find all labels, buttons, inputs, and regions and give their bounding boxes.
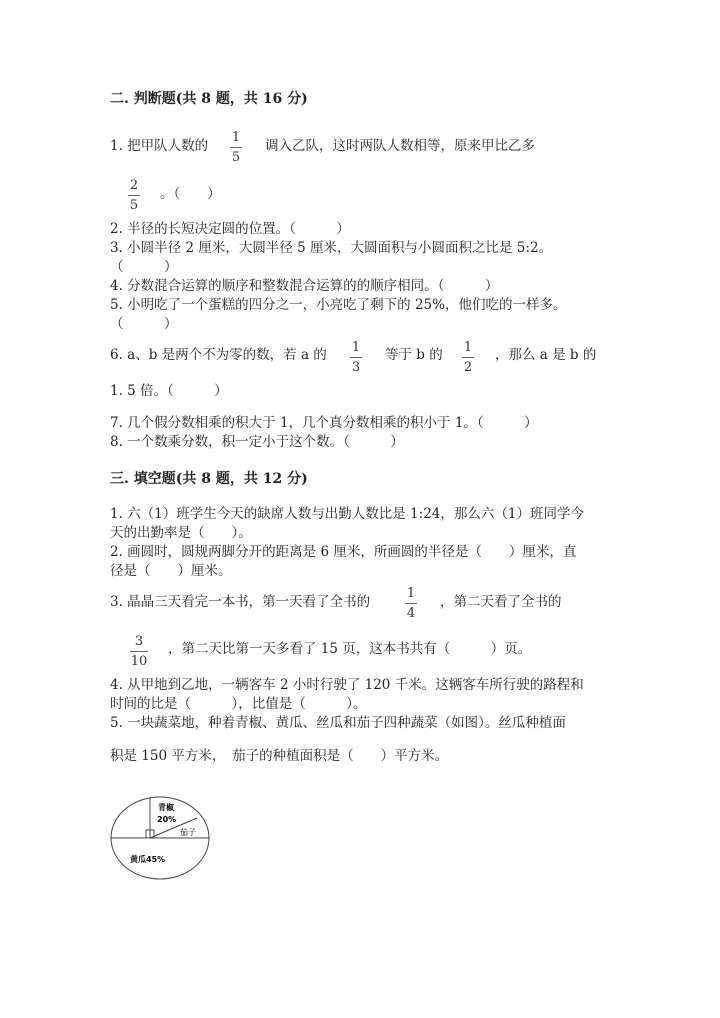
denominator: 5 [231, 150, 241, 165]
numerator: 1 [406, 586, 416, 601]
numerator: 1 [231, 130, 241, 145]
q2-5-line1: 5. 小明吃了一个蛋糕的四分之一，小亮吃了剩下的 25%，他们吃的一样多。 [110, 297, 567, 313]
q2-2: 2. 半径的长短决定圆的位置。（ ） [110, 221, 350, 237]
q2-6-post: ，那么 a 是 b 的 [495, 347, 597, 363]
q3-2-line2: 径是（ ）厘米。 [110, 563, 232, 579]
slice-label-qiezi: 茄子 [180, 828, 196, 837]
q2-3-line1: 3. 小圆半径 2 厘米，大圆半径 5 厘米，大圆面积与小圆面积之比是 5:2。 [110, 240, 553, 256]
slice-value-qingjiao: 20% [157, 815, 177, 824]
q2-8: 8. 一个数乘分数，积一定小于这个数。（ ） [110, 434, 404, 450]
q3-1-line2: 天的出勤率是（ ）。 [110, 525, 252, 541]
q3-4-line2: 时间的比是（ ），比值是（ ）。 [110, 696, 367, 712]
q3-3-post: ，第二天看了全书的 [440, 594, 562, 610]
slice-label-qingjiao: 青椒 [158, 803, 174, 812]
slice-label-huanggua: 黄瓜45% [130, 855, 166, 864]
q2-3-line2: （ ） [110, 259, 178, 275]
q2-7: 7. 几个假分数相乘的积大于 1，几个真分数相乘的积小于 1。（ ） [110, 415, 538, 431]
q3-3-pre: 3. 晶晶三天看完一本书，第一天看了全书的 [110, 594, 371, 610]
q3-4-line1: 4. 从甲地到乙地，一辆客车 2 小时行驶了 120 千米。这辆客车所行驶的路程和 [110, 677, 584, 693]
denominator: 4 [406, 606, 416, 621]
q3-3-fraction-2 [130, 634, 148, 669]
numerator: 1 [351, 340, 361, 355]
numerator: 3 [134, 634, 144, 649]
q2-6-pre: 6. a、b 是两个不为零的数，若 a 的 [110, 347, 327, 363]
q2-6-mid: 等于 b 的 [385, 347, 443, 363]
vegetable-pie-chart [110, 796, 210, 880]
q3-1-line1: 1. 六（1）班学生今天的缺席人数与出勤人数比是 1:24，那么六（1）班同学今 [110, 506, 584, 522]
q2-1-post: 调入乙队，这时两队人数相等，原来甲比乙多 [265, 138, 535, 154]
q2-5-line2: （ ） [110, 316, 178, 332]
q2-4: 4. 分数混合运算的顺序和整数混合运算的的顺序相同。（ ） [110, 278, 499, 294]
q2-6-fraction-2 [462, 340, 474, 375]
q2-1-pre: 1. 把甲队人数的 [110, 138, 209, 154]
denominator: 5 [129, 198, 139, 213]
section3-title: 三. 填空题(共 8 题，共 12 分) [110, 471, 308, 487]
q2-1-line1 [110, 137, 208, 155]
q3-2-line1: 2. 画圆时，圆规两脚分开的距离是 6 厘米，所画圆的半径是（ ）厘米，直 [110, 544, 577, 560]
denominator: 10 [130, 654, 148, 669]
q2-1-tail: 。（ ） [160, 186, 221, 202]
denominator: 3 [351, 360, 361, 375]
section2-title: 二. 判断题(共 8 题，共 16 分) [110, 91, 308, 107]
q3-5-line2: 积是 150 平方米， 茄子的种植面积是（ ）平方米。 [110, 748, 449, 764]
q2-6-tail: 1. 5 倍。（ ） [110, 383, 228, 399]
q2-6-fraction-1 [350, 340, 362, 375]
q2-1-fraction-2 [128, 178, 140, 213]
numerator: 2 [129, 178, 139, 193]
q3-5-line1: 5. 一块蔬菜地，种着青椒、黄瓜、丝瓜和茄子四种蔬菜（如图）。丝瓜种植面 [110, 715, 566, 731]
q2-1-fraction-1 [230, 130, 242, 165]
numerator: 1 [463, 340, 473, 355]
q3-3-tail: ，第二天比第一天多看了 15 页，这本书共有（ ）页。 [168, 641, 532, 657]
q3-3-fraction-1 [405, 586, 417, 621]
denominator: 2 [463, 360, 473, 375]
